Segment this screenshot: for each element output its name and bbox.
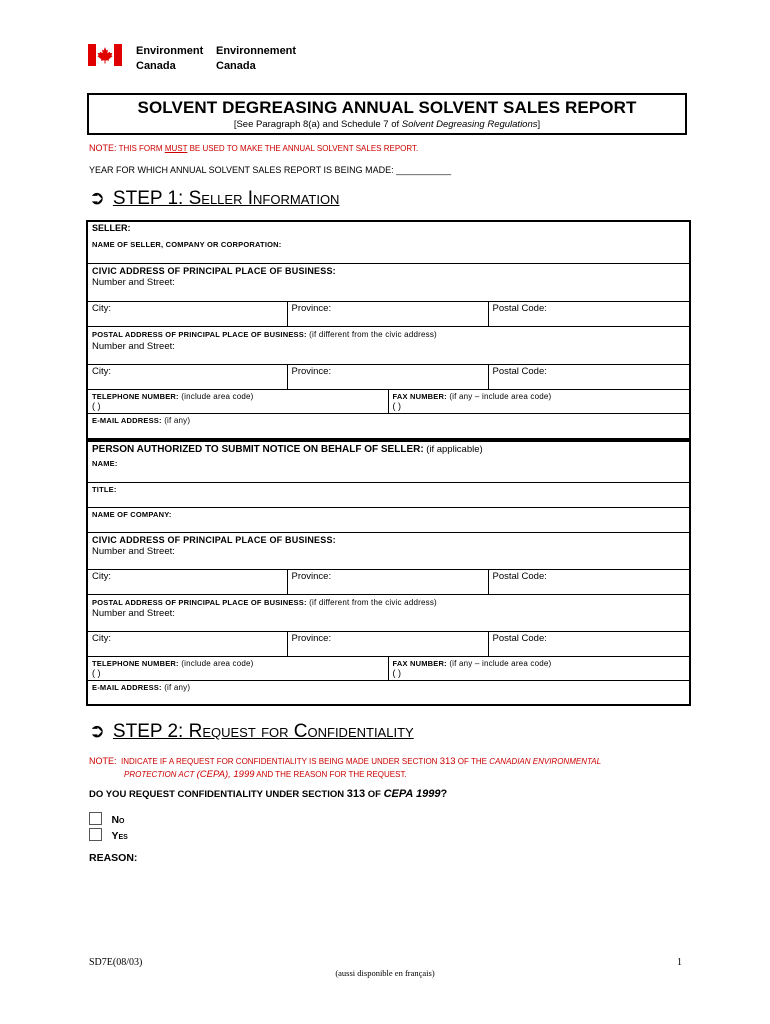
reason-label: REASON: [89, 852, 138, 864]
authorized-header [87, 441, 690, 457]
postal-code-label: Postal Code: [492, 632, 547, 644]
seller-civic-postal-field[interactable] [488, 302, 690, 327]
seller-civic-city-field[interactable] [87, 302, 287, 327]
street-label: Number and Street: [92, 545, 175, 557]
postal-code-label: Postal Code: [492, 366, 547, 377]
seller-postal-street-field[interactable] [87, 340, 690, 365]
seller-postal-city-field[interactable] [87, 365, 287, 390]
email-label: E-MAIL ADDRESS: [92, 416, 162, 425]
authorized-civic-label: CIVIC ADDRESS OF PRINCIPAL PLACE OF BUSINESS: [87, 532, 690, 545]
email-note: (if any) [164, 416, 191, 425]
seller-civic-street-field[interactable] [87, 276, 690, 302]
province-label: Province: [291, 366, 332, 377]
authorized-civic-province-field[interactable] [287, 570, 488, 595]
province-label: Province: [291, 571, 332, 582]
fax-label: FAX NUMBER: [392, 658, 447, 668]
step1-title: Seller Information [188, 188, 340, 209]
seller-postal-postal-field[interactable] [488, 365, 690, 390]
note2-label: NOTE: [89, 756, 117, 766]
area-code-paren: ( ) [92, 667, 101, 678]
seller-civic-province-field[interactable] [287, 302, 488, 327]
right-arrow-icon: ➲ [89, 721, 105, 742]
department-name-en [136, 44, 203, 74]
note2-line1-mid: OF THE [455, 757, 490, 766]
authorized-fax-field[interactable] [388, 656, 690, 680]
note-text-pre: THIS FORM [118, 144, 165, 153]
subtitle-suffix: ] [537, 119, 541, 130]
note2-line1-pre: INDICATE IF A REQUEST FOR CONFIDENTIALITY IS BEING MADE UNDER SECTION [120, 757, 440, 766]
authorized-civic-postal-field[interactable] [488, 570, 690, 595]
authorized-postal-city-field[interactable] [87, 631, 287, 656]
postal-code-label: Postal Code: [492, 571, 547, 582]
note2-act-1: CANADIAN ENVIRONMENTAL [489, 757, 602, 766]
province-label: Province: [291, 632, 332, 644]
area-code-paren: ( ) [392, 667, 401, 678]
department-name-fr [216, 44, 296, 74]
confidentiality-note [89, 755, 601, 781]
french-availability-note: (aussi disponible en français) [335, 968, 435, 978]
note2-act-abbr: (CEPA), 1999 [196, 769, 255, 780]
question-mid: OF [365, 789, 384, 800]
authorized-civic-street-field[interactable] [87, 545, 690, 570]
question-cepa: CEPA 1999 [383, 788, 441, 800]
question-section: 313 [346, 788, 366, 800]
confidentiality-question [89, 788, 447, 800]
postal-code-label: Postal Code: [492, 303, 547, 314]
seller-email-field[interactable] [87, 414, 690, 439]
authorized-header-label: PERSON AUTHORIZED TO SUBMIT NOTICE ON BEHALF OF SELLER: [92, 444, 424, 455]
authorized-postal-address-header [87, 595, 690, 608]
subtitle-prefix: [See Paragraph 8(a) and Schedule 7 of [233, 119, 402, 130]
seller-info-table [86, 220, 691, 440]
right-arrow-icon: ➲ [89, 188, 105, 209]
city-label: City: [92, 571, 111, 582]
authorized-header-note: (if applicable) [426, 444, 483, 455]
area-code-paren: ( ) [92, 401, 101, 411]
form-title: SOLVENT DEGREASING ANNUAL SOLVENT SALES REPORT [137, 98, 637, 117]
form-usage-note [89, 143, 418, 153]
province-label: Province: [291, 303, 332, 314]
form-code: SD7E(08/03) [89, 957, 143, 968]
telephone-note: (include area code) [181, 392, 254, 401]
city-label: City: [92, 303, 111, 314]
street-label: Number and Street: [92, 276, 175, 288]
step1-heading [89, 187, 339, 210]
authorized-title-field[interactable] [87, 482, 690, 507]
seller-fax-field[interactable] [388, 390, 690, 414]
report-year-line: YEAR FOR WHICH ANNUAL SOLVENT SALES REPORT IS BEING MADE: ___________ [89, 165, 452, 175]
step2-prefix: STEP 2: [112, 721, 189, 742]
yes-label: Yes [111, 830, 128, 842]
note2-section: 313 [439, 756, 456, 767]
option-yes[interactable] [89, 826, 128, 844]
step2-title: Request for Confidentiality [188, 721, 414, 742]
street-label: Number and Street: [92, 340, 175, 352]
authorized-civic-city-field[interactable] [87, 570, 287, 595]
dept-en-line2: Canada [136, 60, 176, 72]
subtitle-regulation: Solvent Degreasing Regulations [401, 119, 538, 130]
question-post: ? [440, 788, 448, 800]
postal-address-note: (if different from the civic address) [309, 598, 437, 607]
company-label: NAME OF COMPANY: [92, 509, 172, 519]
postal-address-label: POSTAL ADDRESS OF PRINCIPAL PLACE OF BUSINESS: [92, 598, 307, 607]
email-label: E-MAIL ADDRESS: [92, 682, 162, 692]
city-label: City: [92, 366, 111, 377]
authorized-email-field[interactable] [87, 680, 690, 705]
seller-name-field[interactable] [87, 238, 690, 263]
fax-note: (if any – include area code) [449, 392, 552, 401]
note2-line2-post: AND THE REASON FOR THE REQUEST. [254, 770, 407, 779]
page-number: 1 [677, 957, 682, 968]
dept-en-line1: Environment [136, 45, 204, 57]
telephone-label: TELEPHONE NUMBER: [92, 392, 179, 401]
note2-act-2: PROTECTION ACT [124, 770, 195, 779]
title-label: TITLE: [92, 484, 117, 494]
authorized-company-field[interactable] [87, 507, 690, 532]
postal-address-note: (if different from the civic address) [309, 330, 437, 339]
no-label: No [111, 814, 125, 826]
note-must: MUST [164, 144, 188, 153]
question-pre: DO YOU REQUEST CONFIDENTIALITY UNDER SECTION [89, 789, 347, 800]
seller-name-label: NAME OF SELLER, COMPANY OR CORPORATION: [92, 240, 282, 249]
seller-postal-address-header [87, 327, 690, 340]
authorized-name-field[interactable] [87, 457, 690, 482]
email-note: (if any) [164, 682, 191, 692]
step1-prefix: STEP 1: [112, 188, 189, 209]
note-text-post: BE USED TO MAKE THE ANNUAL SOLVENT SALES REPORT. [187, 144, 419, 153]
fax-note: (if any – include area code) [449, 658, 552, 668]
yes-checkbox[interactable] [89, 828, 102, 841]
seller-telephone-field[interactable] [87, 390, 388, 414]
postal-address-label: POSTAL ADDRESS OF PRINCIPAL PLACE OF BUSINESS: [92, 330, 307, 339]
canada-flag-icon [88, 44, 122, 66]
fax-label: FAX NUMBER: [392, 392, 447, 401]
telephone-note: (include area code) [181, 658, 254, 668]
seller-postal-province-field[interactable] [287, 365, 488, 390]
note-label: NOTE: [89, 143, 117, 153]
authorized-postal-street-field[interactable] [87, 607, 690, 631]
street-label: Number and Street: [92, 608, 175, 619]
authorized-telephone-field[interactable] [87, 656, 388, 680]
dept-fr-line1: Environnement [216, 45, 297, 57]
seller-header: SELLER: [87, 221, 690, 238]
telephone-label: TELEPHONE NUMBER: [92, 658, 179, 668]
name-label: NAME: [92, 459, 118, 468]
seller-civic-label: CIVIC ADDRESS OF PRINCIPAL PLACE OF BUSINESS: [87, 263, 690, 276]
authorized-person-table [86, 440, 691, 706]
step2-heading [89, 720, 414, 743]
city-label: City: [92, 632, 111, 644]
area-code-paren: ( ) [392, 401, 401, 411]
no-checkbox[interactable] [89, 812, 102, 825]
dept-fr-line2: Canada [216, 60, 256, 72]
form-subtitle [89, 119, 685, 130]
authorized-postal-postal-field[interactable] [488, 631, 690, 656]
authorized-postal-province-field[interactable] [287, 631, 488, 656]
form-title-box [87, 93, 687, 135]
